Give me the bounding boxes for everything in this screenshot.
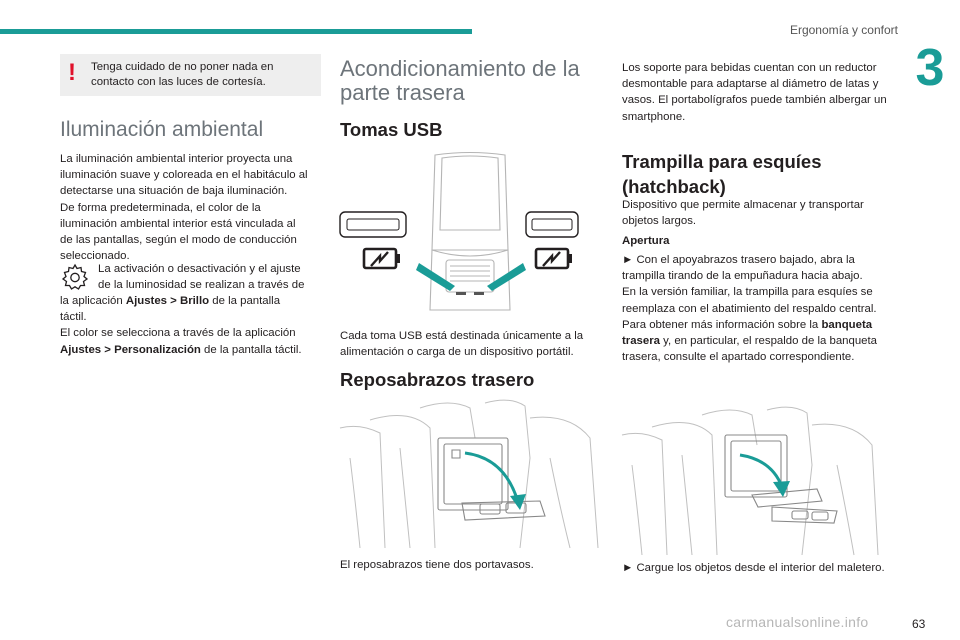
- chapter-number: 3: [915, 39, 945, 97]
- warning-icon: !: [68, 59, 76, 86]
- usb-heading: Tomas USB: [340, 119, 443, 140]
- rear-section-heading: Acondicionamiento de la parte trasera: [340, 56, 580, 105]
- ski-hatch-heading: Trampilla para esquíes (hatchback): [622, 151, 822, 197]
- ambient-line: iluminación ambiental interior está vinculada al: [60, 217, 296, 230]
- estate-note: En la versión familiar, la trampilla para esquíes se reemplaza con el abatimiento del respaldo central.: [622, 286, 877, 315]
- brightness-app-paragraph: [60, 293, 325, 358]
- load-instructions: ► Cargue los objetos desde el interior del maletero.: [622, 562, 885, 574]
- color-line-1: El color se selecciona a través de la aplicación: [60, 327, 296, 340]
- watermark: carmanualsonline.info: [726, 614, 869, 630]
- warning-box: [60, 54, 321, 96]
- app-line-pre: la aplicación: [60, 295, 126, 307]
- armrest-description: El reposabrazos tiene dos portavasos.: [340, 559, 534, 571]
- cup-holder-paragraph: Los soporte para bebidas cuentan con un reductor desmontable para adaptarse al diámetro de latas y vasos. El portabolígrafos puede también albergar un smartphone.: [622, 62, 887, 123]
- armrest-heading: Reposabrazos trasero: [340, 369, 535, 390]
- ambient-line: seleccionado.: [60, 250, 130, 263]
- armrest-illustration: [340, 398, 602, 550]
- activation-line: de la luminosidad se realizan a través de: [98, 279, 305, 292]
- brightness-path: Ajustes > Brillo: [125, 295, 210, 307]
- usb-illustration: [340, 150, 600, 320]
- app-line-post: de la pantalla: [209, 295, 281, 307]
- ski-hatch-description: Dispositivo que permite almacenar y transportar objetos largos.: [622, 199, 864, 228]
- color-line-2: [60, 342, 325, 358]
- usb-port-icon: [526, 212, 578, 237]
- opening-step: ► Con el apoyabrazos trasero bajado, abra la trampilla tirando de la empuñadura hacia abajo.: [622, 254, 863, 283]
- battery-charge-icon: [536, 249, 572, 268]
- usb-port-icon: [340, 212, 406, 237]
- ambient-line: iluminación suave y coloreada en el habitáculo al: [60, 169, 308, 182]
- app-line-2: táctil.: [60, 311, 87, 324]
- bench-reference: [622, 317, 892, 366]
- opening-subheading: Apertura: [622, 235, 670, 247]
- app-line: [60, 293, 325, 309]
- bench-reference-pre: Para obtener más información sobre la: [622, 318, 822, 331]
- battery-charge-icon: [364, 249, 400, 268]
- personalization-path: Ajustes > Personalización: [60, 343, 201, 356]
- ambient-lighting-paragraph: [60, 151, 325, 264]
- bench-reference-bold: banqueta trasera: [622, 318, 873, 348]
- ambient-line: De forma predeterminada, el color de la: [60, 201, 261, 214]
- ambient-line: de las pantallas, según el modo de conducción: [60, 234, 297, 247]
- color-line-post: de la pantalla táctil.: [200, 343, 302, 356]
- ski-hatch-illustration: [622, 405, 882, 555]
- ambient-line: La iluminación ambiental interior proyecta una: [60, 153, 293, 165]
- warning-text: Tenga cuidado de no poner nada en contacto con las luces de cortesía.: [91, 61, 274, 88]
- activation-line: La activación o desactivación y el ajuste: [98, 263, 301, 275]
- activation-paragraph: [98, 261, 325, 293]
- opening-instructions: [622, 252, 892, 365]
- ambient-lighting-heading: Iluminación ambiental: [60, 118, 264, 141]
- page-number: 63: [912, 617, 926, 631]
- section-title: Ergonomía y confort: [789, 23, 898, 37]
- bench-reference-post: y, en particular, el respaldo de la banqueta trasera, consulte el apartado correspondiente.: [622, 335, 877, 364]
- header-accent-bar: [0, 29, 472, 34]
- usb-description: Cada toma USB está destinada únicamente a la alimentación o carga de un dispositivo portátil.: [340, 330, 584, 359]
- ambient-line: detectarse una situación de baja iluminación.: [60, 185, 288, 198]
- gear-icon: [60, 262, 94, 294]
